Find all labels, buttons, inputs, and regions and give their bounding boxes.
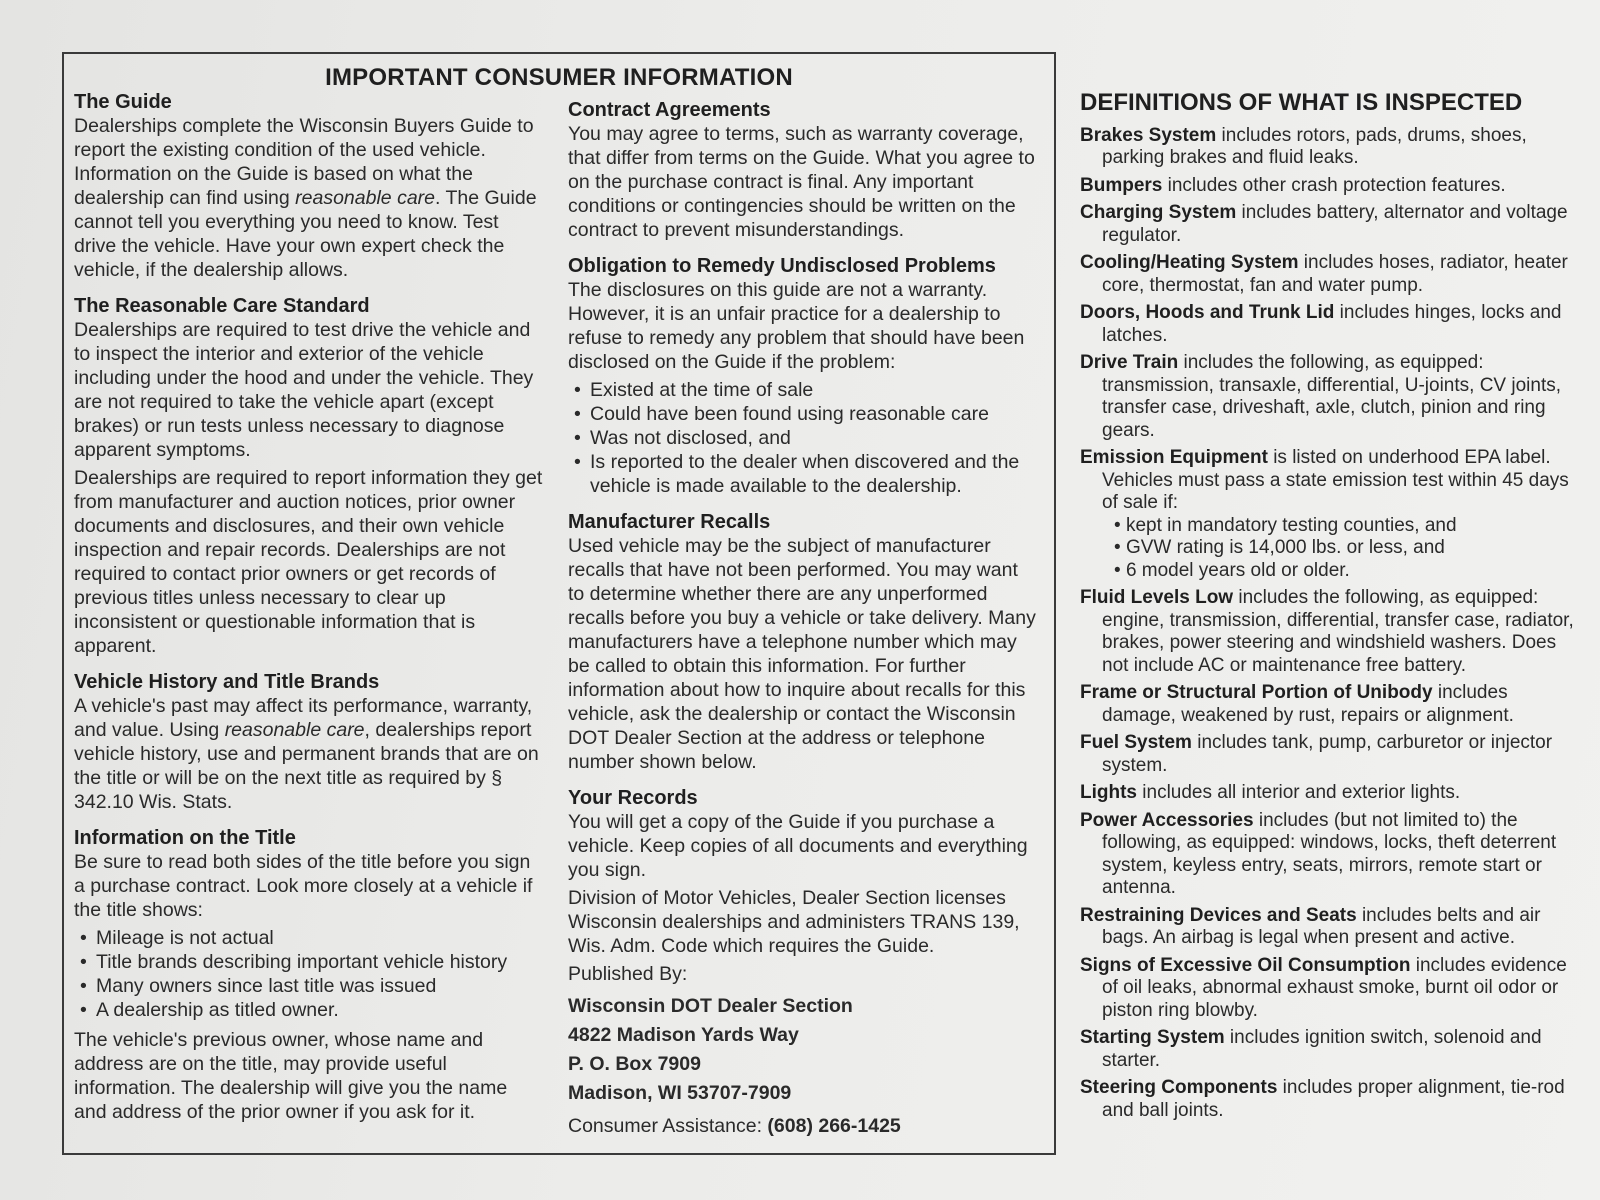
definition-text: includes hinges, locks and latches.	[1102, 302, 1562, 346]
section-guide	[74, 90, 544, 282]
definition-term: Emission Equipment	[1080, 447, 1268, 468]
definition-item	[1080, 782, 1580, 805]
definition-item	[1080, 352, 1580, 442]
emphasis: reasonable care	[295, 187, 435, 209]
assistance-phone: (608) 266-1425	[767, 1115, 901, 1137]
definition-text: includes damage, weakened by rust, repairs or alignment.	[1102, 682, 1514, 726]
address-line: Madison, WI 53707-7909	[568, 1082, 792, 1104]
definitions-title: DEFINITIONS OF WHAT IS INSPECTED	[1080, 89, 1523, 116]
list-item: • Was not disclosed, and	[568, 426, 1038, 450]
list-item: • Many owners since last title was issued	[74, 974, 544, 998]
definition-text: includes ignition switch, solenoid and starter.	[1102, 1027, 1542, 1071]
definition-item	[1080, 732, 1580, 777]
text: Dealerships complete the Wisconsin Buyers Guide to report the existing condition of the used vehicle. Information on the Guide is based on what the dealership can find using	[74, 115, 534, 209]
consumer-info-box	[62, 52, 1056, 1155]
section-heading: Manufacturer Recalls	[568, 511, 771, 533]
middle-column	[568, 98, 1038, 1150]
address-line: 4822 Madison Yards Way	[568, 1024, 799, 1046]
definition-term: Cooling/Heating System	[1080, 252, 1299, 273]
paragraph: Dealerships are required to test drive the vehicle and to inspect the interior and exterior of the vehicle including under the hood and under the vehicle. They are not required to take the vehicle apart (except brakes) or run tests unless necessary to diagnose apparent symptoms.	[74, 319, 534, 461]
definition-text: includes the following, as equipped: transmission, transaxle, differential, U-joints, CV joints, transfer case, driveshaft, axle, clutch, pinion and ring gears.	[1102, 352, 1561, 441]
definition-item	[1080, 810, 1580, 900]
list-item: • 6 model years old or older.	[1102, 560, 1580, 583]
section-heading: The Reasonable Care Standard	[74, 295, 370, 317]
definition-term: Signs of Excessive Oil Consumption	[1080, 954, 1411, 976]
section-heading: Vehicle History and Title Brands	[74, 671, 380, 693]
left-column	[74, 90, 544, 1136]
definitions-column	[1080, 89, 1580, 1127]
list-item: • Is reported to the dealer when discovered and the vehicle is made available to the dealership.	[568, 450, 1038, 498]
definition-term: Lights	[1080, 782, 1137, 803]
address-line: Wisconsin DOT Dealer Section	[568, 995, 853, 1017]
section-obligation	[568, 254, 1038, 498]
definition-term: Fluid Levels Low	[1080, 587, 1234, 608]
definitions-list	[1080, 125, 1580, 1123]
section-heading: Information on the Title	[74, 827, 296, 849]
definition-term: Doors, Hoods and Trunk Lid	[1080, 302, 1335, 323]
bullet-list	[568, 378, 1038, 498]
section-title-info	[74, 826, 544, 1124]
definition-item	[1080, 252, 1580, 297]
definition-term: Starting System	[1080, 1027, 1225, 1048]
definition-item	[1080, 905, 1580, 950]
section-heading: Obligation to Remedy Undisclosed Problems	[568, 255, 996, 277]
list-item: • Mileage is not actual	[74, 926, 544, 950]
definition-text: includes all interior and exterior lights.	[1137, 782, 1461, 803]
definition-text: includes rotors, pads, drums, shoes, parking brakes and fluid leaks.	[1102, 124, 1527, 168]
text: . The Guide cannot tell you everything you need to know. Test drive the vehicle. Have your own expert check the vehicle, if the dealership allows.	[74, 187, 537, 281]
list-item: • A dealership as titled owner.	[74, 998, 544, 1022]
section-heading: Your Records	[568, 787, 698, 809]
published-by-label: Published By:	[568, 963, 688, 985]
bullet-list	[74, 926, 544, 1022]
list-item: • Could have been found using reasonable care	[568, 402, 1038, 426]
section-history	[74, 670, 544, 814]
definition-text: includes evidence of oil leaks, abnormal exhaust smoke, burnt oil odor or piston ring blowby.	[1102, 954, 1567, 1021]
emphasis: reasonable care	[224, 719, 365, 741]
address-line: P. O. Box 7909	[568, 1053, 701, 1075]
definition-term: Frame or Structural Portion of Unibody	[1080, 682, 1433, 703]
definition-term: Power Accessories	[1080, 809, 1254, 831]
paragraph	[74, 694, 544, 814]
definition-item	[1080, 682, 1580, 727]
definition-item	[1080, 955, 1580, 1023]
definition-text: includes other crash protection features.	[1162, 174, 1506, 196]
definition-item	[1080, 202, 1580, 247]
definition-term: Bumpers	[1080, 174, 1163, 196]
definition-text: includes hoses, radiator, heater core, thermostat, fan and water pump.	[1102, 252, 1568, 296]
list-item: • Existed at the time of sale	[568, 378, 1038, 402]
list-item: • GVW rating is 14,000 lbs. or less, and	[1102, 537, 1580, 560]
emission-bullet-list	[1102, 515, 1580, 583]
text: A vehicle's past may affect its performance, warranty, and value. Using	[74, 695, 533, 741]
definition-text: is listed on underhood EPA label. Vehicles must pass a state emission test within 45 days of sale if:	[1102, 447, 1569, 513]
definition-term: Brakes System	[1080, 124, 1217, 146]
list-item: • Title brands describing important vehicle history	[74, 950, 544, 974]
paragraph	[74, 114, 544, 282]
definition-term: Charging System	[1080, 202, 1237, 223]
definition-text: includes belts and air bags. An airbag is legal when present and active.	[1102, 904, 1541, 948]
definition-text: includes tank, pump, carburetor or injector system.	[1102, 732, 1553, 776]
assistance-label: Consumer Assistance:	[568, 1115, 768, 1137]
definition-item	[1080, 1027, 1580, 1072]
text: , dealerships report vehicle history, use and permanent brands that are on the title or will be on the next title as required by § 342.10 Wis. Stats.	[74, 719, 539, 813]
definition-item	[1080, 587, 1580, 677]
paragraph: The vehicle's previous owner, whose name and address are on the title, may provide useful information. The dealership will give you the name and address of the prior owner if you ask for it.	[74, 1029, 508, 1123]
definition-text: includes battery, alternator and voltage regulator.	[1102, 202, 1568, 246]
section-records	[568, 786, 1038, 1138]
paragraph: The disclosures on this guide are not a warranty. However, it is an unfair practice for a dealership to refuse to remedy any problem that should have been disclosed on the Guide if the problem:	[568, 279, 1025, 373]
definition-term: Restraining Devices and Seats	[1080, 904, 1357, 926]
definition-term: Fuel System	[1080, 732, 1192, 753]
definition-item	[1080, 302, 1580, 347]
definition-text: includes the following, as equipped: engine, transmission, differential, transfer case, radiator, brakes, power steering and windshield washers. Does not include AC or maintenance free battery.	[1102, 587, 1574, 676]
paragraph: Division of Motor Vehicles, Dealer Section licenses Wisconsin dealerships and administers TRANS 139, Wis. Adm. Code which requires the Guide.	[568, 887, 1020, 957]
definition-text: includes proper alignment, tie-rod and ball joints.	[1102, 1077, 1565, 1121]
definition-term: Steering Components	[1080, 1077, 1278, 1098]
section-reasonable-care	[74, 294, 544, 658]
paragraph: You will get a copy of the Guide if you purchase a vehicle. Keep copies of all documents and everything you sign.	[568, 811, 1028, 881]
definition-item	[1080, 125, 1580, 170]
definition-item	[1080, 175, 1580, 198]
section-contract	[568, 98, 1038, 242]
definition-item	[1080, 1077, 1580, 1122]
paragraph: Be sure to read both sides of the title before you sign a purchase contract. Look more closely at a vehicle if the title shows:	[74, 851, 533, 921]
definition-text: includes (but not limited to) the following, as equipped: windows, locks, theft deterrent system, keyless entry, seats, mirrors, remote start or antenna.	[1102, 809, 1557, 898]
address-block	[568, 992, 1038, 1108]
consumer-assistance	[568, 1114, 1038, 1138]
list-item: • kept in mandatory testing counties, and	[1102, 515, 1580, 538]
paragraph: Dealerships are required to report information they get from manufacturer and auction notices, prior owner documents and disclosures, and their own vehicle inspection and repair records. Dealerships are not required to contact prior owners or get records of previous titles unless necessary to clear up inconsistent or questionable information that is apparent.	[74, 467, 543, 657]
paragraph: You may agree to terms, such as warranty coverage, that differ from terms on the Guide. What you agree to on the purchase contract is final. Any important conditions or contingencies should be written on the contract to prevent misunderstandings.	[568, 123, 1035, 241]
section-heading: Contract Agreements	[568, 99, 771, 121]
section-recalls	[568, 510, 1038, 774]
definition-item	[1080, 447, 1580, 582]
section-heading: The Guide	[74, 91, 172, 113]
definition-term: Drive Train	[1080, 352, 1179, 373]
page-title: IMPORTANT CONSUMER INFORMATION	[325, 64, 793, 91]
paragraph: Used vehicle may be the subject of manufacturer recalls that have not been performed. You may want to determine whether there are any unperformed recalls before you buy a vehicle or take delivery. Many manufacturers have a telephone number which may be called to obtain this information. For further information about how to inquire about recalls for this vehicle, ask the dealership or contact the Wisconsin DOT Dealer Section at the address or telephone number shown below.	[568, 535, 1036, 773]
